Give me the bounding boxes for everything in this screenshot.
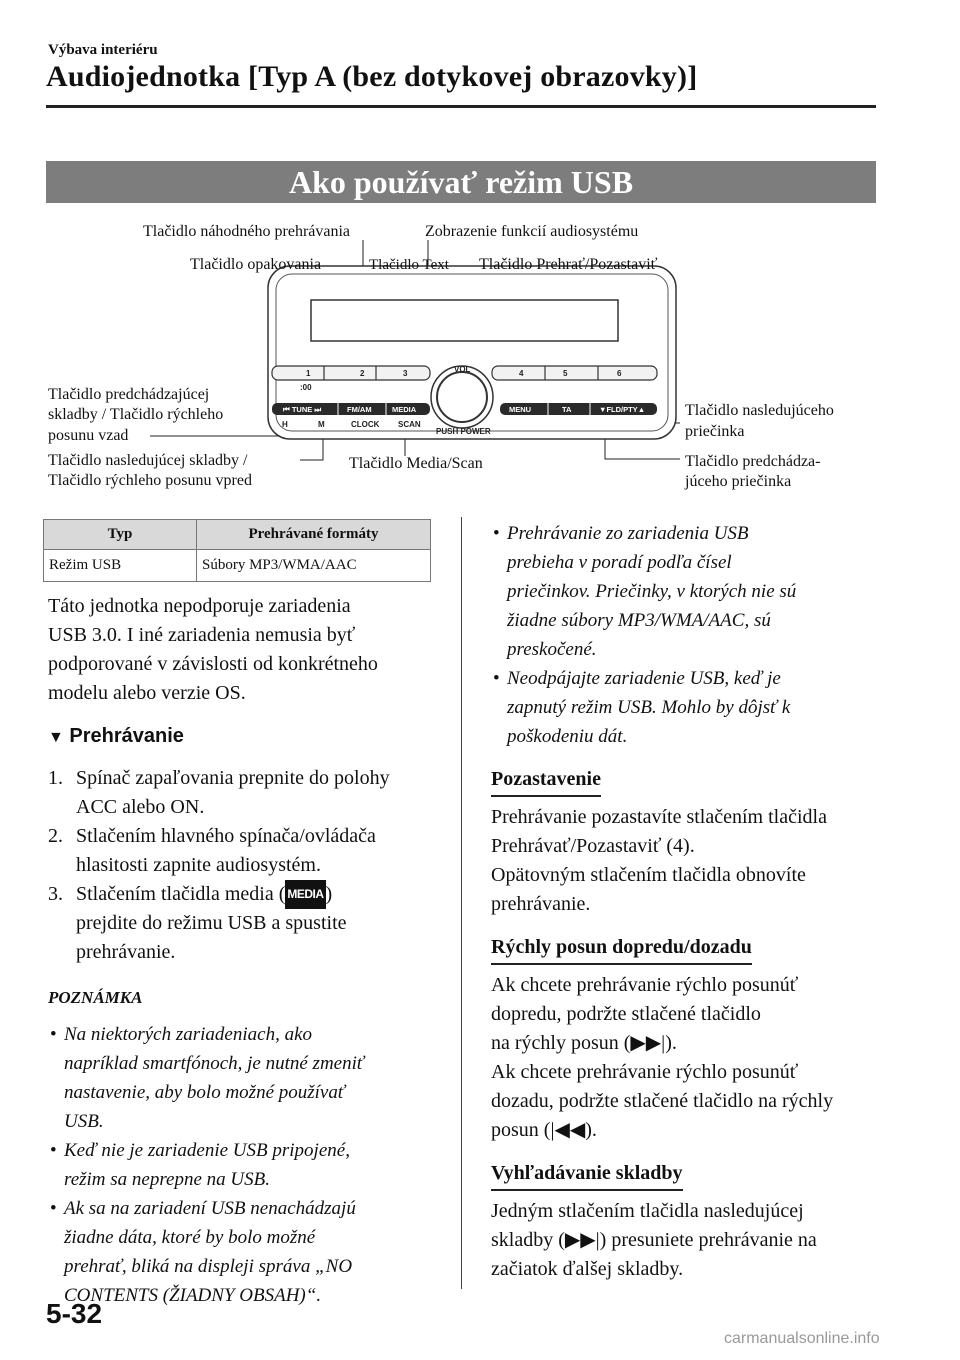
table-cell: Režim USB xyxy=(44,550,197,582)
watermark: carmanualsonline.info xyxy=(724,1330,880,1347)
fmam-label: FM/AM xyxy=(347,405,372,414)
fldpty-label: ▼FLD/PTY▲ xyxy=(599,405,646,414)
list-item: • Na niektorých zariadeniach, ako napríklad smartfónoch, je nutné zmeniť nastavenie, aby bolo možné používať USB. xyxy=(50,1024,364,1132)
next-track-icon: ▶▶| xyxy=(564,1229,600,1251)
list-item: 3. Stlačením tlačidla media ( MEDIA ) prejdite do režimu USB a spustite prehrávanie. xyxy=(48,880,448,967)
list-item: • Neodpájajte zariadenie USB, keď je zapnutý režim USB. Mohlo by dôjsť k poškodeniu dát. xyxy=(493,668,791,747)
label-next-track-2: Tlačidlo rýchleho posunu vpred xyxy=(48,472,252,489)
ff-text: na rýchly posun (▶▶|). xyxy=(491,1032,677,1054)
volume-knob xyxy=(437,372,487,422)
fast-forward-icon: ▶▶| xyxy=(630,1032,666,1054)
label-next-folder-1: Tlačidlo nasledujúceho xyxy=(685,402,834,419)
display-screen xyxy=(311,300,618,341)
clock-label: CLOCK xyxy=(351,420,380,429)
intro-line: modelu alebo verzie OS. xyxy=(48,682,246,704)
intro-line: Táto jednotka nepodporuje zariadenia xyxy=(48,595,351,617)
ff-text: posun (|◀◀). xyxy=(491,1119,597,1141)
pause-text: Prehrávať/Pozastaviť (4). xyxy=(491,835,695,857)
preset-5-label: 5 xyxy=(563,369,568,378)
label-prev-track-2: skladby / Tlačidlo rýchleho xyxy=(48,406,224,423)
tune-label: ⏮ TUNE ⏭ xyxy=(283,405,322,414)
media-button-icon: MEDIA xyxy=(285,880,325,909)
table-header-row xyxy=(44,520,431,550)
search-text: Jedným stlačením tlačidla nasledujúcej xyxy=(491,1200,804,1222)
intro-line: USB 3.0. I iné zariadenia nemusia byť xyxy=(48,624,356,646)
right-column xyxy=(491,517,891,1284)
list-item: 1. Spínač zapaľovania prepnite do polohy ACC alebo ON. xyxy=(48,767,390,818)
ta-label: TA xyxy=(562,405,572,414)
colon-00-label: :00 xyxy=(300,383,312,392)
scan-label: SCAN xyxy=(398,420,421,429)
h-label: H xyxy=(282,420,288,429)
ff-text: dozadu, podržte stlačené tlačidlo na rýchly xyxy=(491,1090,834,1112)
fast-forward-heading: Rýchly posun dopredu/dozadu xyxy=(491,933,752,965)
label-shuffle: Tlačidlo náhodného prehrávania xyxy=(143,223,351,240)
audio-unit-diagram xyxy=(0,210,960,510)
ff-text: Ak chcete prehrávanie rýchlo posunúť xyxy=(491,1061,799,1083)
pause-text: prehrávanie. xyxy=(491,893,591,915)
list-item: • Keď nie je zariadenie USB pripojené, režim sa neprepne na USB. xyxy=(50,1140,350,1190)
column-divider xyxy=(461,517,462,1289)
label-play-pause: Tlačidlo Prehrať/Pozastaviť xyxy=(479,256,658,273)
label-text: Tlačidlo Text xyxy=(369,257,449,273)
intro-line: podporované v závislosti od konkrétneho xyxy=(48,653,378,675)
label-display: Zobrazenie funkcií audiosystému xyxy=(425,223,639,240)
label-next-track-1: Tlačidlo nasledujúcej skladby / xyxy=(48,452,248,469)
list-item: • Ak sa na zariadení USB nenachádzajú žiadne dáta, ktoré by bolo možné prehrať, bliká na displeji správa „NO CONTENTS (ŽIADNY OBSAH)“. xyxy=(50,1198,356,1306)
notes-list xyxy=(48,1020,448,1310)
label-prev-track-1: Tlačidlo predchádzajúcej xyxy=(48,386,210,403)
label-next-folder-2: priečinka xyxy=(685,423,745,440)
steps-list xyxy=(48,764,448,967)
section-banner: Ako používať režim USB xyxy=(46,161,876,203)
table-header: Prehrávané formáty xyxy=(197,520,431,550)
label-prev-folder-1: Tlačidlo predchádza- xyxy=(685,453,821,470)
media-label: MEDIA xyxy=(392,405,417,414)
label-prev-track-3: posunu vzad xyxy=(48,427,129,444)
preset-2-label: 2 xyxy=(360,369,365,378)
menu-label: MENU xyxy=(509,405,532,414)
label-media-scan: Tlačidlo Media/Scan xyxy=(349,455,483,472)
preset-1-label: 1 xyxy=(306,369,311,378)
list-item: • Prehrávanie zo zariadenia USB prebieha v poradí podľa čísel priečinkov. Priečinky, v ktorých nie sú žiadne súbory MP3/WMA/AAC, sú preskočené. xyxy=(493,523,797,660)
notes-list xyxy=(491,519,891,751)
section-heading: ▼ Prehrávanie xyxy=(48,725,184,747)
format-table xyxy=(43,519,431,582)
label-repeat: Tlačidlo opakovania xyxy=(190,256,322,273)
label-prev-folder-2: júceho priečinka xyxy=(685,473,792,490)
vol-label: VOL xyxy=(454,365,471,374)
table-header: Typ xyxy=(44,520,197,550)
page-number: 5-32 xyxy=(46,1298,103,1329)
table-cell: Súbory MP3/WMA/AAC xyxy=(197,550,431,582)
pause-text: Opätovným stlačením tlačidla obnovíte xyxy=(491,864,806,886)
rewind-icon: |◀◀ xyxy=(550,1119,586,1141)
preset-4-label: 4 xyxy=(519,369,524,378)
breadcrumb: Výbava interiéru xyxy=(48,42,158,58)
preset-3-label: 3 xyxy=(403,369,408,378)
push-power-label: PUSH POWER xyxy=(436,427,491,436)
title-rule xyxy=(46,105,876,108)
pause-text: Prehrávanie pozastavíte stlačením tlačidla xyxy=(491,806,827,828)
ff-text: dopredu, podržte stlačené tlačidlo xyxy=(491,1003,761,1025)
table-row xyxy=(44,550,431,582)
left-column xyxy=(48,592,448,1310)
search-text: začiatok ďalšej skladby. xyxy=(491,1258,684,1280)
preset-6-label: 6 xyxy=(617,369,622,378)
search-heading: Vyhľadávanie skladby xyxy=(491,1159,683,1191)
note-heading: POZNÁMKA xyxy=(48,988,143,1007)
page-title: Audiojednotka [Typ A (bez dotykovej obrazovky)] xyxy=(46,60,698,93)
ff-text: Ak chcete prehrávanie rýchlo posunúť xyxy=(491,974,799,996)
triangle-icon: ▼ xyxy=(48,729,64,746)
m-label: M xyxy=(318,420,325,429)
pause-heading: Pozastavenie xyxy=(491,765,601,797)
search-text: skladby (▶▶|) presuniete prehrávanie na xyxy=(491,1229,817,1251)
list-item: 2. Stlačením hlavného spínača/ovládača hlasitosti zapnite audiosystém. xyxy=(48,825,376,876)
